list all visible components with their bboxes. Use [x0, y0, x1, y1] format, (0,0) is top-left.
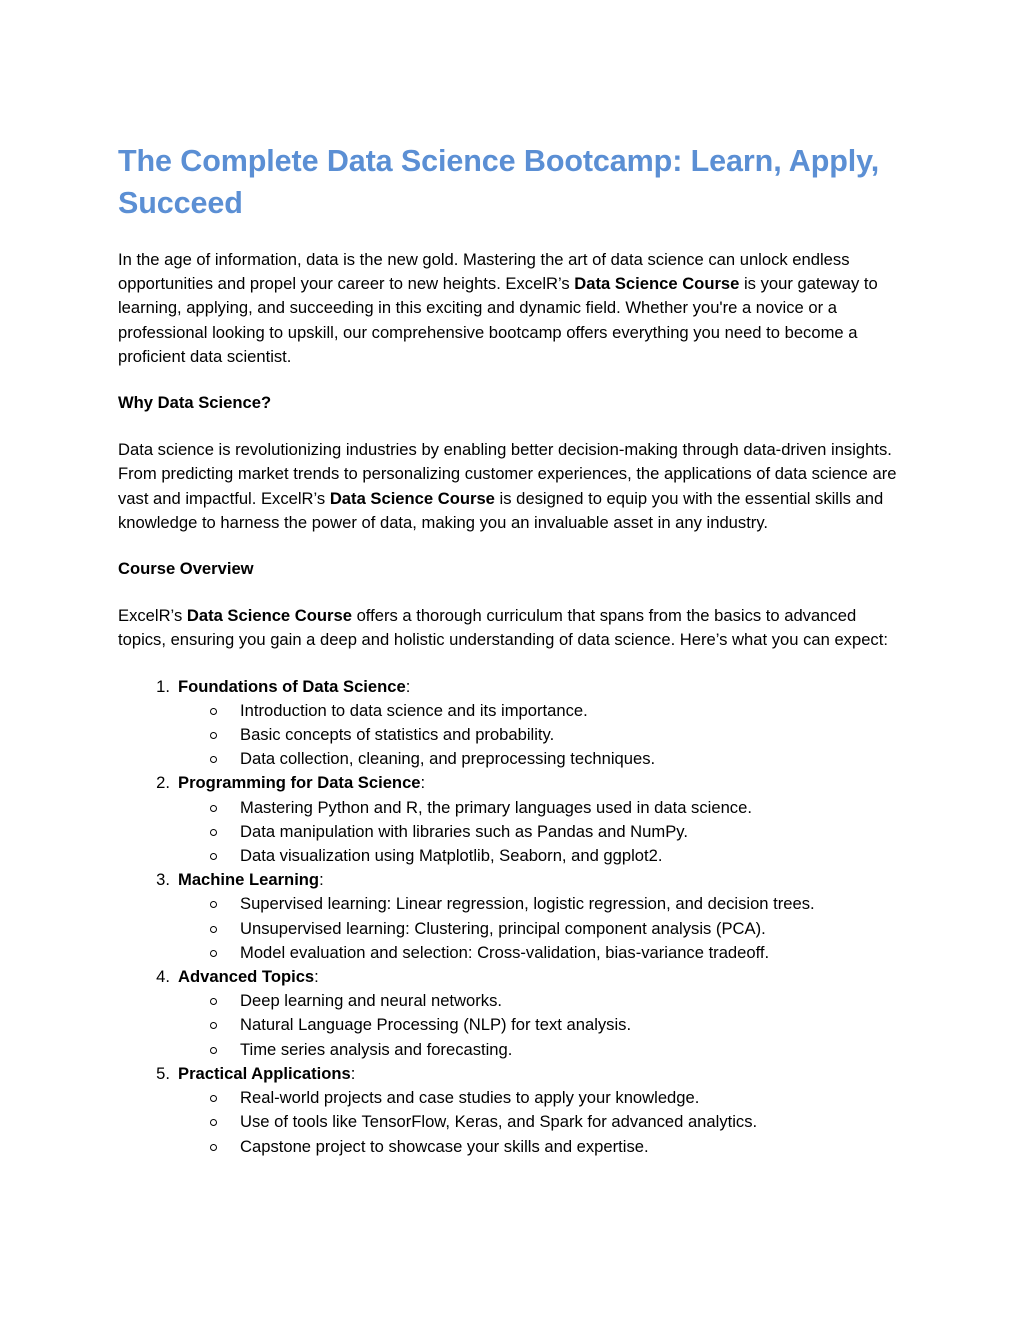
course-subpoint-label: Deep learning and neural networks. — [240, 991, 502, 1011]
why-text-part-2: is designed to equip you with the essential skills and knowledge to harness the power of data, making you an invaluable asset in any industry. — [118, 488, 884, 532]
course-subpoint-label: Time series analysis and forecasting. — [240, 1039, 513, 1059]
course-subpoint — [178, 917, 912, 941]
course-item-number: 2. — [156, 773, 170, 793]
course-subpoint-label: Model evaluation and selection: Cross-validation, bias-variance tradeoff. — [240, 942, 770, 962]
course-subpoint-label: Basic concepts of statistics and probability. — [240, 725, 555, 745]
course-item — [118, 675, 912, 772]
course-item — [118, 1062, 912, 1159]
course-subpoint-label: Natural Language Processing (NLP) for text analysis. — [240, 1015, 632, 1035]
course-subpoint-label: Real-world projects and case studies to apply your knowledge. — [240, 1088, 700, 1108]
circle-bullet-icon — [210, 998, 217, 1005]
circle-bullet-icon — [210, 732, 217, 739]
course-item-title: Programming for Data Science — [178, 773, 421, 793]
course-item-title: Machine Learning — [178, 870, 320, 890]
course-item-sublist — [178, 989, 912, 1062]
course-item-title: Foundations of Data Science — [178, 676, 406, 696]
course-item-sublist — [178, 1086, 912, 1159]
course-subpoint-label: Data collection, cleaning, and preprocessing techniques. — [240, 749, 656, 769]
course-subpoint — [178, 941, 912, 965]
course-item — [118, 868, 912, 965]
course-item-sublist — [178, 699, 912, 772]
course-subpoint — [178, 820, 912, 844]
circle-bullet-icon — [210, 756, 217, 763]
course-subpoint — [178, 1086, 912, 1110]
course-subpoint-label: Data visualization using Matplotlib, Seaborn, and ggplot2. — [240, 846, 663, 866]
course-item-title: Advanced Topics — [178, 967, 315, 987]
circle-bullet-icon — [210, 950, 217, 957]
course-subpoint — [178, 747, 912, 771]
course-item-sublist — [178, 796, 912, 869]
intro-bold-course: Data Science Course — [574, 274, 740, 294]
course-item-number: 4. — [156, 967, 170, 987]
course-subpoint — [178, 1135, 912, 1159]
course-item-colon: : — [350, 1063, 356, 1083]
page-title: The Complete Data Science Bootcamp: Learn, Apply, Succeed — [118, 144, 880, 220]
course-subpoint — [178, 796, 912, 820]
course-subpoint-label: Introduction to data science and its importance. — [240, 700, 588, 720]
course-subpoint — [178, 892, 912, 916]
overview-paragraph — [118, 604, 908, 652]
why-paragraph — [118, 438, 908, 535]
course-item — [118, 965, 912, 1062]
course-item-number: 1. — [156, 676, 170, 696]
course-subpoint — [178, 1013, 912, 1037]
course-subpoint — [178, 844, 912, 868]
course-subpoint-label: Mastering Python and R, the primary languages used in data science. — [240, 797, 752, 817]
circle-bullet-icon — [210, 805, 217, 812]
circle-bullet-icon — [210, 926, 217, 933]
course-item-sublist — [178, 892, 912, 965]
course-subpoint — [178, 989, 912, 1013]
section-heading-course-overview: Course Overview — [118, 559, 254, 579]
course-subpoint — [178, 699, 912, 723]
overview-text-part-1: ExcelR’s — [118, 606, 187, 626]
intro-text-part-1: In the age of information, data is the new gold. Mastering the art of data science can unlock endless opportunities and propel your career to new heights. ExcelR’s — [118, 250, 850, 294]
circle-bullet-icon — [210, 829, 217, 836]
course-item — [118, 771, 912, 868]
section-heading-why-data-science: Why Data Science? — [118, 393, 272, 413]
why-text-part-1: Data science is revolutionizing industries by enabling better decision-making through data-driven insights. From predicting market trends to personalizing customer experiences, the applications of data science are vast and impactful. ExcelR’s — [118, 440, 897, 508]
circle-bullet-icon — [210, 1144, 217, 1151]
circle-bullet-icon — [210, 901, 217, 908]
intro-paragraph — [118, 248, 908, 369]
circle-bullet-icon — [210, 1119, 217, 1126]
course-item-colon: : — [319, 870, 324, 890]
circle-bullet-icon — [210, 1095, 217, 1102]
course-item-title: Practical Applications — [178, 1063, 351, 1083]
course-item-colon: : — [420, 773, 426, 793]
course-subpoint — [178, 1038, 912, 1062]
course-curriculum-list — [118, 675, 912, 1159]
course-subpoint-label: Capstone project to showcase your skills and expertise. — [240, 1136, 649, 1156]
circle-bullet-icon — [210, 1047, 217, 1054]
course-subpoint-label: Supervised learning: Linear regression, logistic regression, and decision trees. — [240, 894, 815, 914]
course-subpoint — [178, 723, 912, 747]
course-item-colon: : — [314, 967, 319, 987]
course-item-number: 5. — [156, 1063, 170, 1083]
course-item-number: 3. — [156, 870, 170, 890]
course-subpoint — [178, 1110, 912, 1134]
circle-bullet-icon — [210, 1022, 217, 1029]
overview-text-part-2: offers a thorough curriculum that spans from the basics to advanced topics, ensuring you gain a deep and holistic understanding of data science. Here’s what you can expect: — [118, 606, 888, 650]
intro-text-part-2: is your gateway to learning, applying, and succeeding in this exciting and dynamic field. Whether you're a novice or a professional looking to upskill, our comprehensive bootcamp offers everything you need to become a proficient data scientist. — [118, 274, 878, 366]
course-subpoint-label: Unsupervised learning: Clustering, principal component analysis (PCA). — [240, 918, 766, 938]
circle-bullet-icon — [210, 853, 217, 860]
course-item-colon: : — [405, 676, 411, 696]
circle-bullet-icon — [210, 708, 217, 715]
course-subpoint-label: Data manipulation with libraries such as Pandas and NumPy. — [240, 821, 688, 841]
overview-bold-course: Data Science Course — [186, 606, 352, 626]
course-subpoint-label: Use of tools like TensorFlow, Keras, and Spark for advanced analytics. — [240, 1112, 758, 1132]
why-bold-course: Data Science Course — [329, 488, 495, 508]
